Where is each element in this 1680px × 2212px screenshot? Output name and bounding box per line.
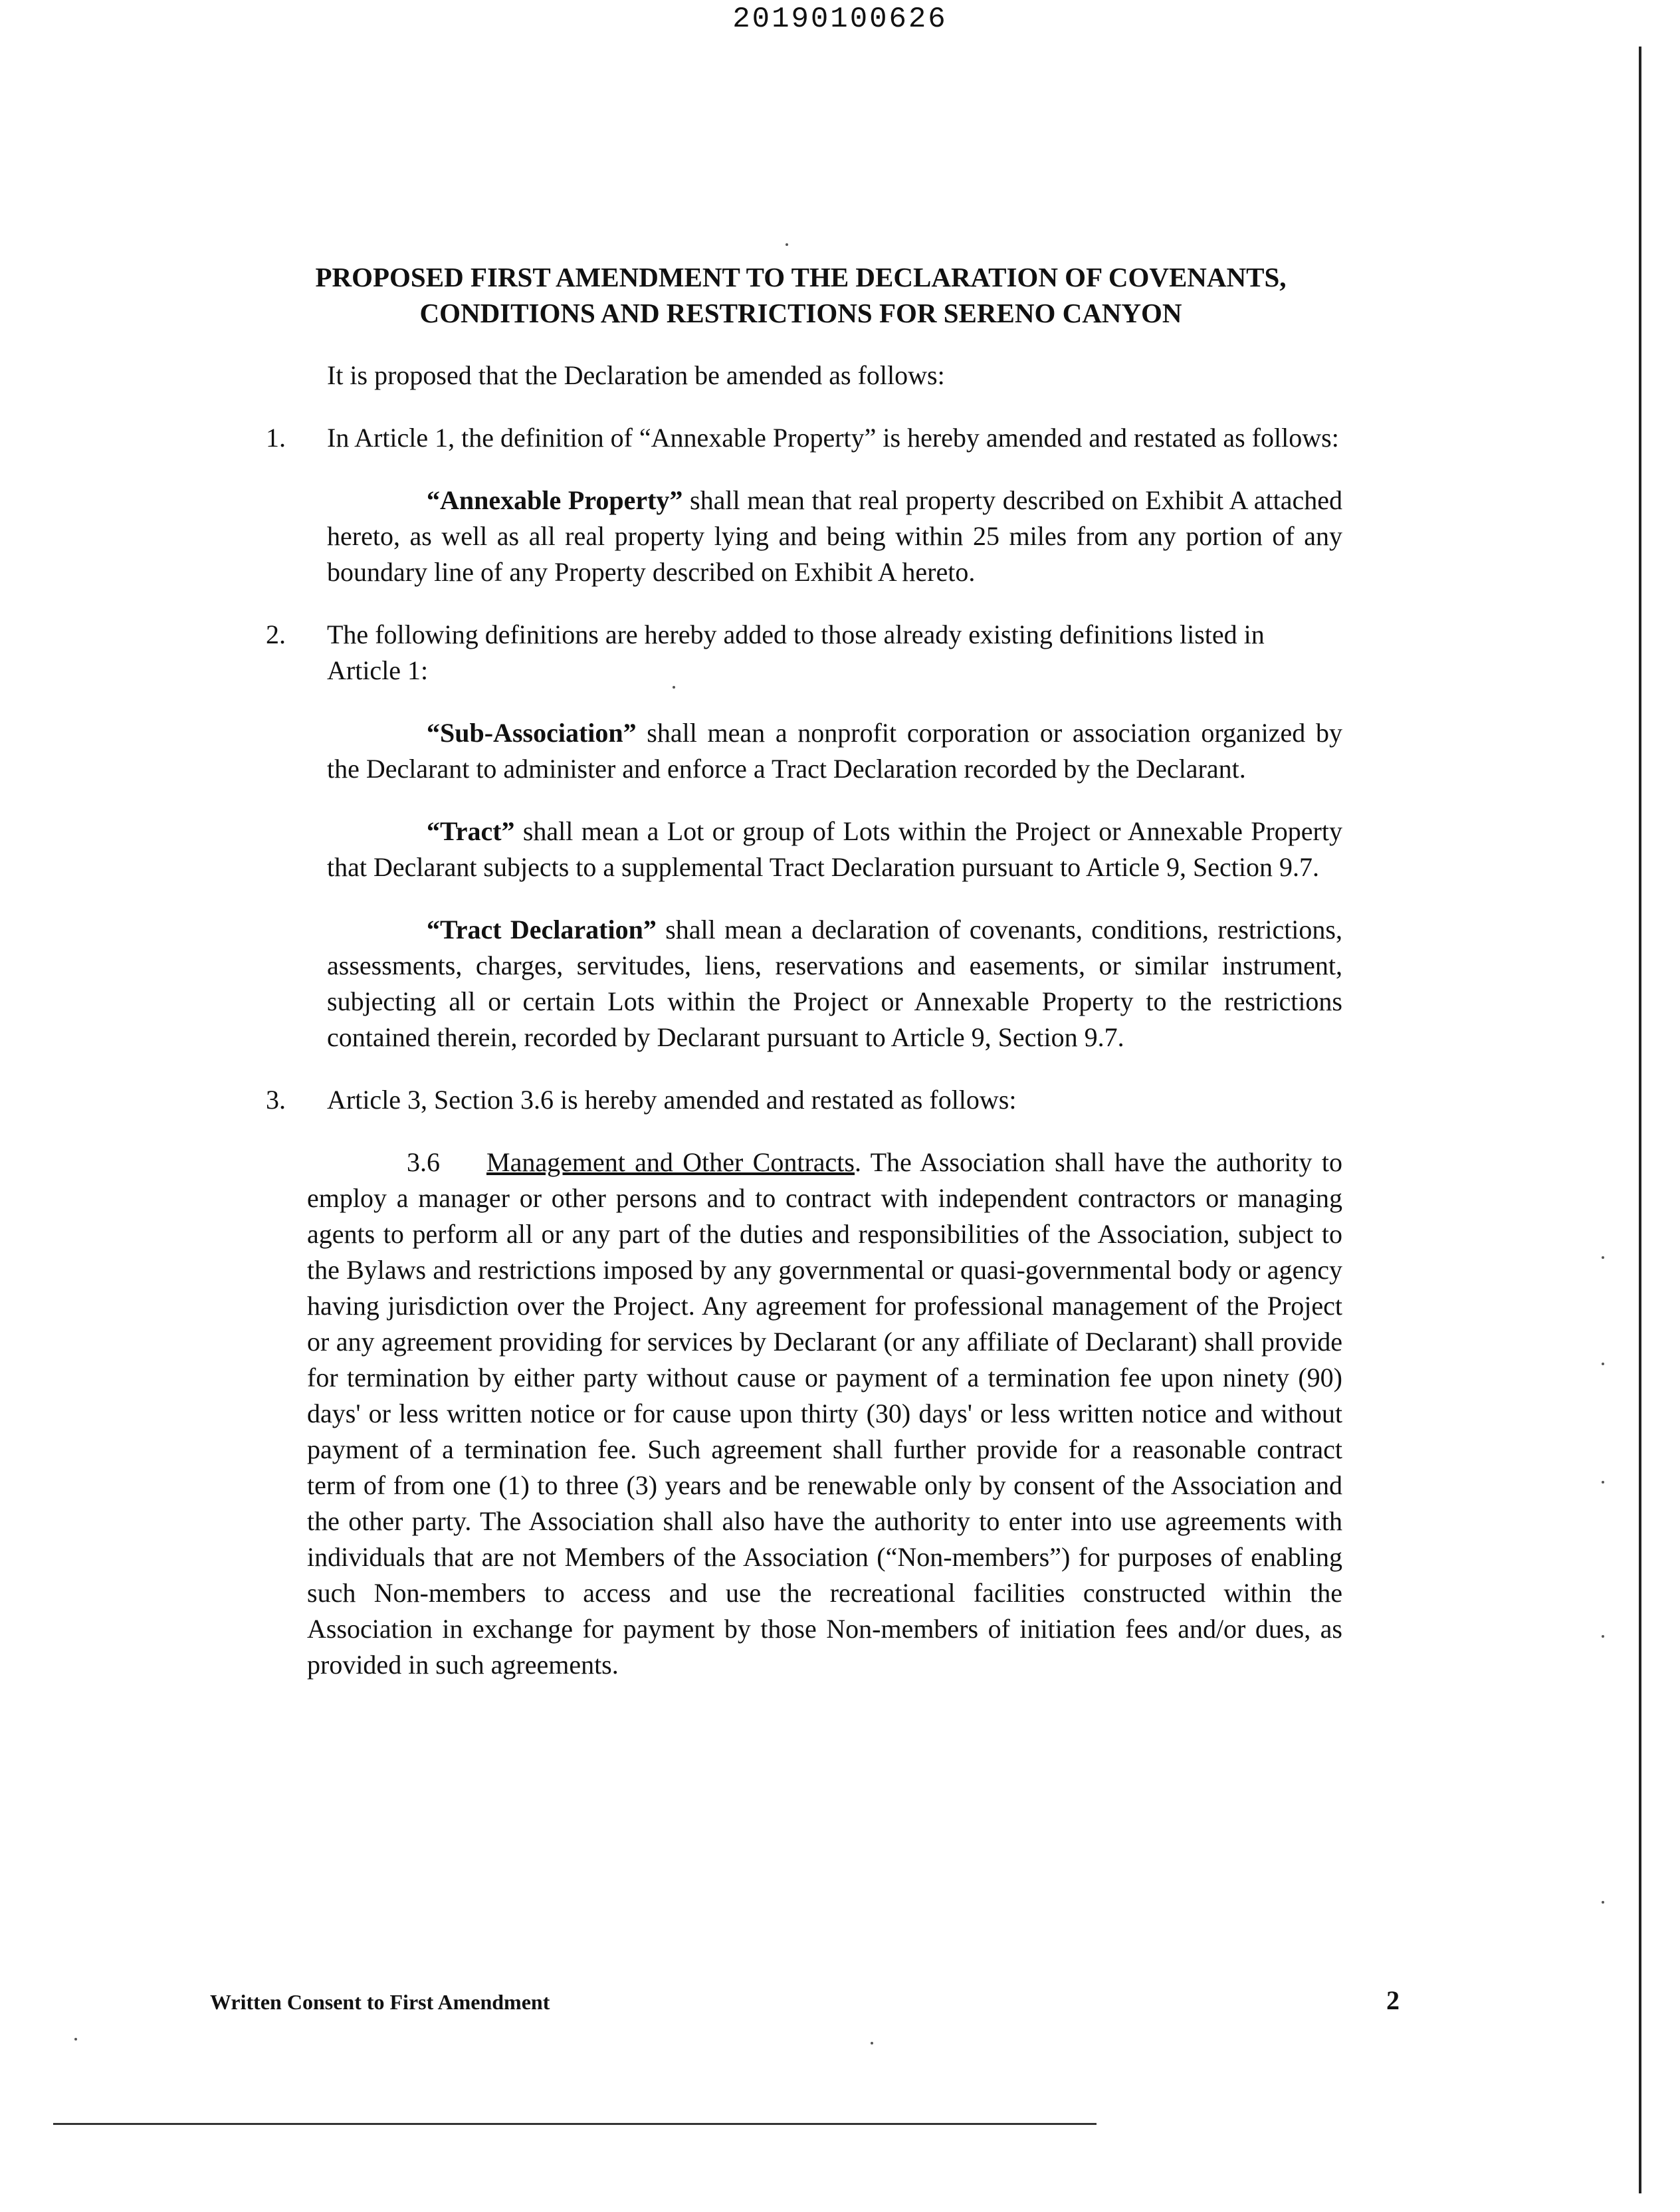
definition-tract-declaration: [327, 912, 1342, 1055]
scan-speck: [673, 686, 675, 689]
definition-term: “Sub-Association”: [427, 718, 637, 748]
scan-speck: [1602, 1363, 1604, 1365]
footer-label: Written Consent to First Amendment: [210, 1990, 550, 2014]
item-text: In Article 1, the definition of “Annexable Property” is hereby amended and restated as follows:: [327, 423, 1339, 453]
definition-term: “Annexable Property”: [427, 485, 683, 515]
definition-text: shall mean a declaration of covenants, conditions, restrictions, assessments, charges, servitudes, liens, reservations and easements, or similar instrument, subjecting all or certain Lots within the Project or Annexable Property to the restrictions contained therein, recorded by Declarant pursuant to Article 9, Section 9.7.: [327, 915, 1342, 1052]
definition-term: “Tract Declaration”: [427, 915, 657, 944]
definition-annexable-property: [327, 483, 1342, 590]
item-number: 2.: [266, 619, 286, 649]
title-line-2: CONDITIONS AND RESTRICTIONS FOR SERENO CANYON: [419, 298, 1182, 328]
section-3-6: [307, 1145, 1342, 1683]
amendment-item-2: [266, 617, 1342, 689]
item-number: 3.: [266, 1085, 286, 1115]
item-text: The following definitions are hereby added to those already existing definitions listed in Article 1:: [327, 619, 1265, 685]
bottom-rule: [53, 2123, 1097, 2125]
definition-text: shall mean a Lot or group of Lots within the Project or Annexable Property that Declarant subjects to a supplemental Tract Declaration pursuant to Article 9, Section 9.7.: [327, 816, 1342, 882]
scan-speck: [1602, 1635, 1604, 1638]
definition-tract: [327, 814, 1342, 885]
scan-speck: [786, 243, 788, 246]
page-body: [266, 259, 1342, 1683]
amendment-item-3: [266, 1082, 1342, 1118]
document-number: 20190100626: [732, 3, 948, 36]
scan-speck: [1602, 1256, 1604, 1259]
scan-speck: [74, 2038, 77, 2041]
definition-term: “Tract”: [427, 816, 515, 846]
title-line-1: PROPOSED FIRST AMENDMENT TO THE DECLARATION OF COVENANTS,: [315, 262, 1287, 292]
definition-text: shall mean a nonprofit corporation or association organized by the Declarant to administer and enforce a Tract Declaration recorded by the Declarant.: [327, 718, 1342, 784]
item-text: Article 3, Section 3.6 is hereby amended and restated as follows:: [327, 1085, 1017, 1115]
scan-speck: [1602, 1901, 1604, 1904]
scan-speck: [1602, 1481, 1604, 1484]
section-title: Management and Other Contracts: [486, 1147, 855, 1177]
right-margin-rule: [1639, 47, 1641, 2193]
intro-paragraph: It is proposed that the Declaration be amended as follows:: [327, 360, 945, 390]
item-number: 1.: [266, 423, 286, 453]
page-number: 2: [1386, 1985, 1400, 2015]
section-number: 3.6: [407, 1147, 440, 1177]
definition-text: shall mean that real property described on Exhibit A attached hereto, as well as all real property lying and being within 25 miles from any portion of any boundary line of any Property described on Exhibit A hereto.: [327, 485, 1342, 587]
amendment-item-1: [266, 420, 1342, 456]
section-text: . The Association shall have the authority to employ a manager or other persons and to contract with independent contractors or managing agents to perform all or any part of the duties and responsibilities of the Association, subject to the Bylaws and restrictions imposed by any governmental or quasi-governmental body or agency having jurisdiction over the Project. Any agreement for professional management of the Project or any agreement providing for services by Declarant (or any affiliate of Declarant) shall provide for termination by either party without cause or payment of a termination fee upon ninety (90) days' or less written notice or for cause upon thirty (30) days' or less written notice and without payment of a termination fee. Such agreement shall further provide for a reasonable contract term of from one (1) to three (3) years and be renewable only by consent of the Association and the other party. The Association shall also have the authority to enter into use agreements with individuals that are not Members of the Association (“Non-members”) for purposes of enabling such Non-members to access and use the recreational facilities constructed within the Association in exchange for payment by those Non-members of initiation fees and/or dues, as provided in such agreements.: [307, 1147, 1342, 1680]
definition-sub-association: [327, 715, 1342, 787]
scan-speck: [871, 2042, 873, 2045]
page-title: [226, 259, 1376, 331]
